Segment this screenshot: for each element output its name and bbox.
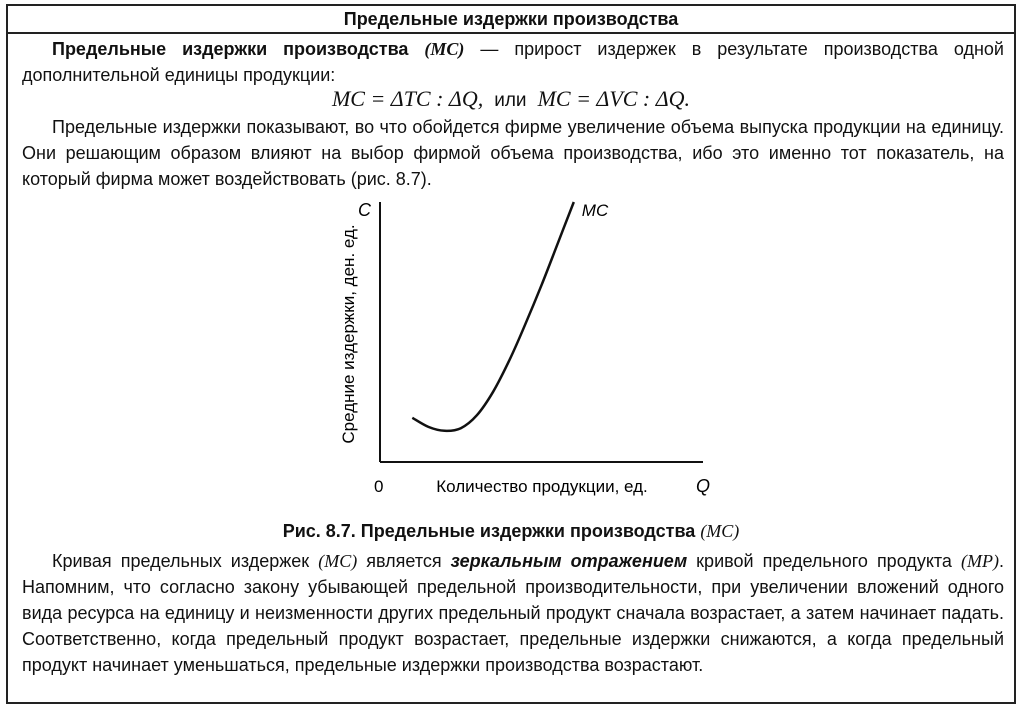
x-axis-symbol: Q [696,476,711,496]
explanation-paragraph: Предельные издержки показывают, во что обойдется фирме увеличение объема выпуска продукции на единицу. Они решающим образом влияют на выбор фирмой объема производства, ибо это именно тот показатель, на который фирма может воздействовать (рис. 8.7). [22,117,1004,189]
formula [8,86,1014,114]
origin-label: 0 [374,477,384,496]
definition-text: — прирост издержек в результате производства одной дополнительной единицы продукции: [22,39,1004,85]
term-abbreviation: (MC) [424,39,465,59]
page-frame [6,4,1016,704]
mc-chart [318,194,728,506]
mc-series-line [412,202,574,431]
page-title: Предельные издержки производства [8,6,1014,34]
p3-text-1: Кривая предельных издержек [52,551,319,571]
p3-mc: (MC) [318,551,358,571]
figure-caption [8,518,1014,544]
caption-text: Рис. 8.7. Предельные издержки производства [282,521,696,541]
p3-mp: (MP) [961,551,999,571]
p3-text-3: кривой предельного продукта [687,551,961,571]
definition-paragraph [22,36,1004,88]
x-axis-label: Количество продукции, ед. [436,477,648,496]
p3-text-2: является [357,551,451,571]
formula-part-1: MC = ΔTC : ΔQ, [331,86,484,111]
p3-emphasis: зеркальным отражением [450,551,688,571]
formula-part-2: MC = ΔVC : ΔQ. [537,86,691,111]
formula-connector: или [494,90,527,111]
mirror-paragraph [22,548,1004,678]
term: Предельные издержки производства [52,39,409,59]
mc-chart-svg [318,194,728,506]
caption-abbreviation: (MC) [700,521,740,541]
p3-text-4: . Напомним, что согласно закону убывающей предельной производительности, при увеличении вложений одного вида ресурса на единицу и неизменности других предельный продукт сначала возрастает, а затем начинает падать. Соответственно, когда предельный продукт возрастает, предельные издержки снижаются, а когда предельный продукт начинает уменьшаться, предельные издержки производства возрастают. [22,551,1004,675]
mc-series-label: MC [581,201,609,220]
y-axis-symbol: C [358,200,371,220]
y-axis-label: Средние издержки, ден. ед. [339,224,358,444]
